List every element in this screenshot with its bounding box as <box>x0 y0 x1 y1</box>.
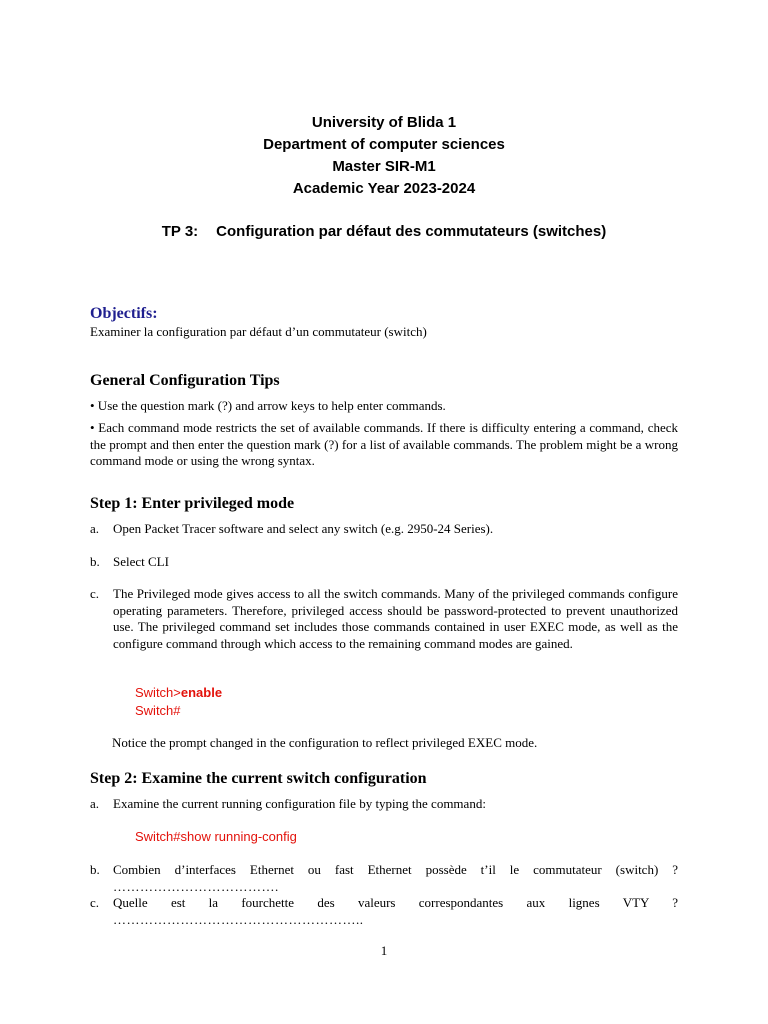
tp-title-text: Configuration par défaut des commutateurs (switches) <box>216 223 607 240</box>
list-item-text: Select CLI <box>113 554 169 569</box>
list-marker: c. <box>90 895 100 910</box>
list-item-text: Quelle est la fourchette des valeurs correspondantes aux lignes VTY ? <box>113 895 678 910</box>
list-item-text: The Privileged mode gives access to all the switch commands. Many of the privileged commands configure operating parameters. Therefore, privileged access should be password-protected to prevent unauthorized use. The privileged command set includes those commands contained in user EXEC mode, as well as the configure command through which access to the remaining command modes are gained. <box>113 586 678 651</box>
page-number: 1 <box>380 943 388 958</box>
list-item-text: Open Packet Tracer software and select any switch (e.g. 2950-24 Series). <box>113 521 494 536</box>
objectifs-text: Examiner la configuration par défaut d’un commutateur (switch) <box>90 324 427 339</box>
code-line-2: Switch# <box>135 703 181 718</box>
answer-dots: ………………………………. <box>113 878 279 894</box>
tp-title <box>0 223 768 240</box>
list-item-text: Combien d’interfaces Ethernet ou fast Ethernet possède t’il le commutateur (switch) ? <box>113 862 678 877</box>
tip-1: • Use the question mark (?) and arrow keys to help enter commands. <box>90 398 446 413</box>
list-marker: b. <box>90 554 100 569</box>
step-2-item-b <box>90 862 678 895</box>
step-2-item-c <box>90 895 678 928</box>
master-program: Master SIR-M1 <box>332 158 436 175</box>
document-header <box>0 112 768 200</box>
step-1-heading: Step 1: Enter privileged mode <box>90 495 295 512</box>
list-marker: a. <box>90 521 100 536</box>
list-marker: a. <box>90 796 100 811</box>
answer-dots: ……………………………………………….. <box>113 911 364 927</box>
step-2-item-a <box>90 796 678 813</box>
code-enable <box>135 684 222 720</box>
department-name: Department of computer sciences <box>263 136 505 153</box>
list-marker: c. <box>90 586 100 601</box>
tp-label: TP 3: <box>161 223 199 240</box>
university-name: University of Blida 1 <box>311 114 457 131</box>
tips-heading: General Configuration Tips <box>90 372 280 389</box>
list-item-text: Examine the current running configuration file by typing the command: <box>113 796 486 811</box>
step-1-item-a <box>90 521 678 538</box>
tip-2: • Each command mode restricts the set of available commands. If there is difficulty entering a command, check the prompt and then enter the question mark (?) for a list of available commands. The problem might be a wrong command mode or using the wrong syntax. <box>90 420 678 468</box>
list-marker: b. <box>90 862 100 877</box>
step-1-item-b <box>90 554 678 571</box>
step-2-heading: Step 2: Examine the current switch configuration <box>90 770 427 787</box>
code-show-running-config: Switch#show running-config <box>135 829 297 844</box>
step-1-item-c <box>90 586 678 652</box>
step-1-notice: Notice the prompt changed in the configuration to reflect privileged EXEC mode. <box>112 735 538 750</box>
code-line-1: Switch>enable <box>135 685 223 700</box>
objectifs-heading: Objectifs: <box>90 305 158 322</box>
academic-year: Academic Year 2023-2024 <box>292 180 476 197</box>
